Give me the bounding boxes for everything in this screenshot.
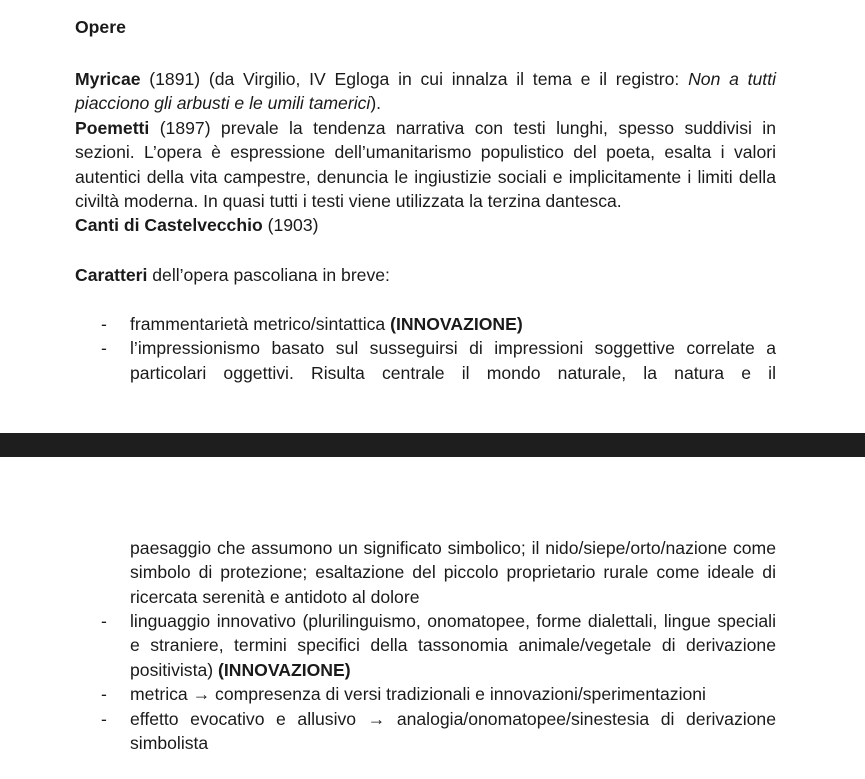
page-bottom	[0, 457, 865, 779]
work-title-myricae: Myricae	[75, 69, 141, 89]
myricae-text-end: ).	[370, 93, 382, 114]
caratteri-intro	[75, 263, 776, 287]
list-item-text: metrica → compresenza di versi tradizionali e innovazioni/sperimentazioni	[130, 684, 706, 705]
list-item	[0, 682, 776, 706]
innovation-tag: (INNOVAZIONE)	[218, 659, 351, 680]
list-item-continuation: paesaggio che assumono un significato simbolico; il nido/siepe/orto/nazione come simbolo di protezione; esaltazione del piccolo proprietario rurale come ideale di ricercata serenità e antidoto al dolore	[130, 538, 776, 607]
myricae-quote: Non a tutti piacciono gli arbusti e le umili tamerici	[75, 69, 776, 114]
bullet-dash: -	[101, 708, 107, 729]
canti-text: (1903)	[262, 215, 319, 236]
list-item	[0, 609, 776, 682]
innovation-tag: (INNOVAZIONE)	[390, 314, 523, 334]
work-title-poemetti: Poemetti	[75, 117, 150, 138]
page-break-bar	[0, 433, 865, 457]
bullet-dash: -	[101, 338, 107, 359]
poemetti-text: (1897) prevale la tendenza narrativa con testi lunghi, spesso suddivisi in sezioni. L’opera è espressione dell’umanitarismo populistico del poeta, esalta i valori autentici della vita campestre, denuncia le ingiustizie sociali e implicitamente i limiti della civiltà moderna. In quasi tutti i testi viene utilizzata la terzina dantesca.	[75, 117, 776, 212]
caratteri-title: Caratteri	[75, 265, 148, 285]
traits-list-top	[0, 312, 865, 385]
list-item-text: frammentarietà metrico/sintattica	[130, 314, 391, 334]
myricae-text: (1891) (da Virgilio, IV Egloga in cui innalza il tema e il registro:	[140, 69, 689, 89]
caratteri-text: dell’opera pascoliana in breve:	[147, 265, 390, 285]
bullet-dash: -	[101, 684, 107, 705]
list-item-text: l’impressionismo basato sul susseguirsi di impressioni soggettive correlate a particolari oggettivi. Risulta centrale il mondo naturale, la natura e il	[130, 338, 776, 383]
bullet-dash: -	[101, 611, 107, 631]
list-item	[0, 312, 776, 336]
traits-list-bottom	[0, 609, 865, 755]
section-heading: Opere	[75, 17, 126, 37]
work-title-canti: Canti di Castelvecchio	[75, 215, 263, 236]
list-item-text: linguaggio innovativo (plurilinguismo, onomatopee, forme dialettali, lingue speciali e straniere, termini specifici della tassonomia animale/vegetale di derivazione positivista)	[130, 611, 776, 680]
list-item	[0, 336, 776, 385]
list-item	[0, 707, 776, 756]
list-item-text: effetto evocativo e allusivo → analogia/onomatopee/sinestesia di derivazione simbolista	[130, 708, 776, 754]
bullet-dash: -	[101, 314, 107, 334]
works-paragraph	[75, 67, 776, 238]
